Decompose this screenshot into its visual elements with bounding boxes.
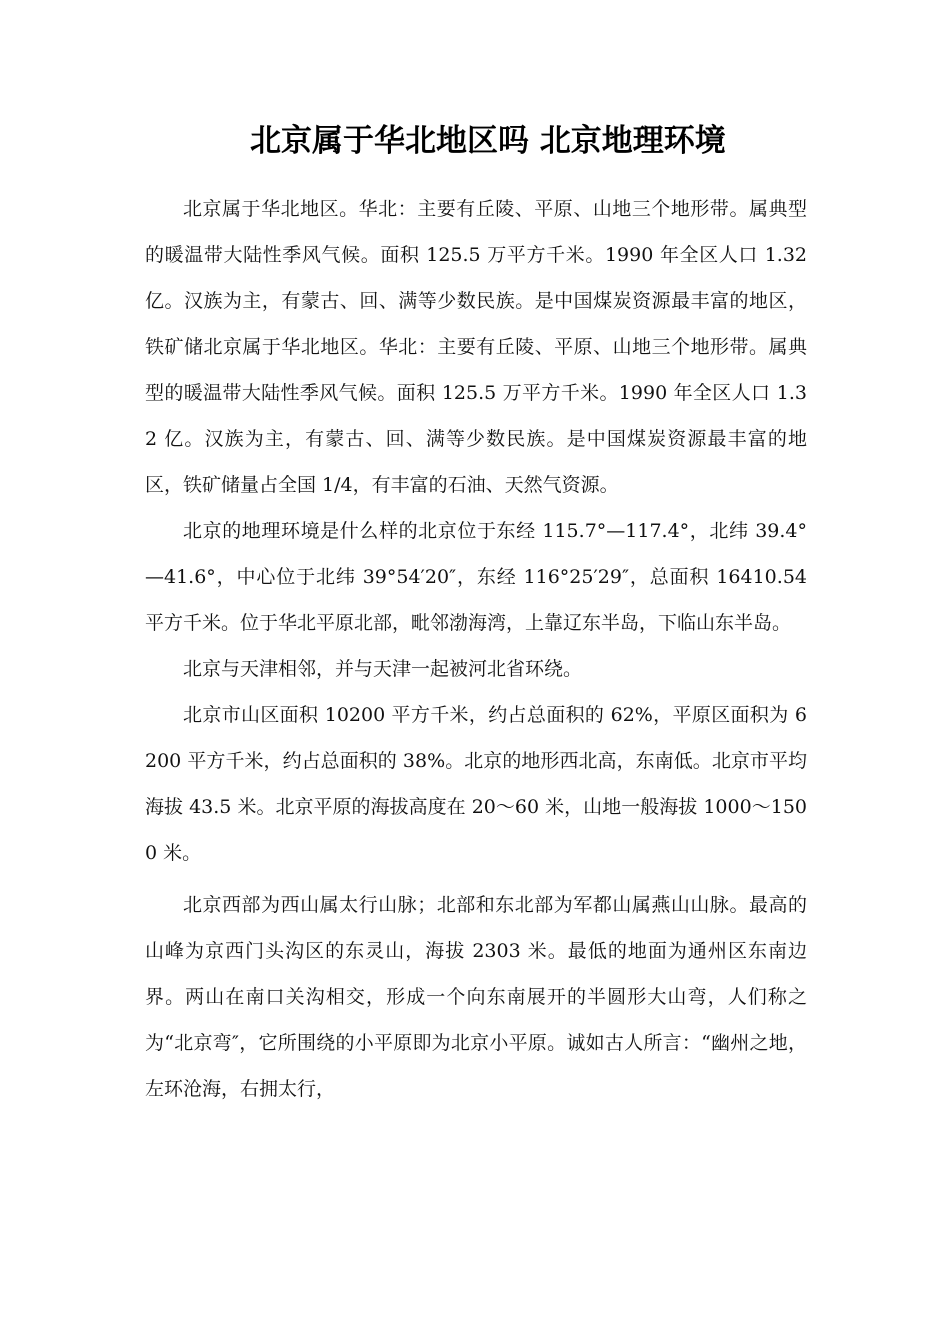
paragraph-neighbors: 北京与天津相邻，并与天津一起被河北省环绕。	[183, 658, 583, 680]
paragraph-mountains: 北京西部为西山属太行山脉；北部和东北部为军都山属燕山山脉。最高的山峰为京西门头沟区的东灵山，海拔 2303 米。最低的地面为通州区东南边界。两山在南口关沟相交，形成一个向东南展开的半圆形大山弯，人们称之为“北京弯″，它所围绕的小平原即为北京小平原。诚如古人所言：“幽州之地，左环沧海，右拥太行，	[145, 894, 807, 1100]
document-body	[145, 186, 807, 1112]
document-title: 北京属于华北地区吗 北京地理环境	[250, 123, 726, 159]
paragraph-beijing-location: 北京的地理环境是什么样的北京位于东经 115.7°—117.4°，北纬 39.4°—41.6°，中心位于北纬 39°54′20″，东经 116°25′29″，总面积 16410.54 平方千米。位于华北平原北部，毗邻渤海湾，上靠辽东半岛，下临山东半岛。	[145, 520, 807, 634]
paragraph-huabei-overview: 北京属于华北地区。华北：主要有丘陵、平原、山地三个地形带。属典型的暖温带大陆性季风气候。面积 125.5 万平方千米。1990 年全区人口 1.32 亿。汉族为主，有蒙古、回、满等少数民族。是中国煤炭资源最丰富的地区，铁矿储北京属于华北地区。华北：主要有丘陵、平原、山地三个地形带。属典型的暖温带大陆性季风气候。面积 125.5 万平方千米。1990 年全区人口 1.32 亿。汉族为主，有蒙古、回、满等少数民族。是中国煤炭资源最丰富的地区，铁矿储量占全国 1/4，有丰富的石油、天然气资源。	[145, 198, 807, 496]
paragraph-terrain-area: 北京市山区面积 10200 平方千米，约占总面积的 62%，平原区面积为 6200 平方千米，约占总面积的 38%。北京的地形西北高，东南低。北京市平均海拔 43.5 米。北京平原的海拔高度在 20～60 米，山地一般海拔 1000～1500 米。	[145, 704, 807, 864]
